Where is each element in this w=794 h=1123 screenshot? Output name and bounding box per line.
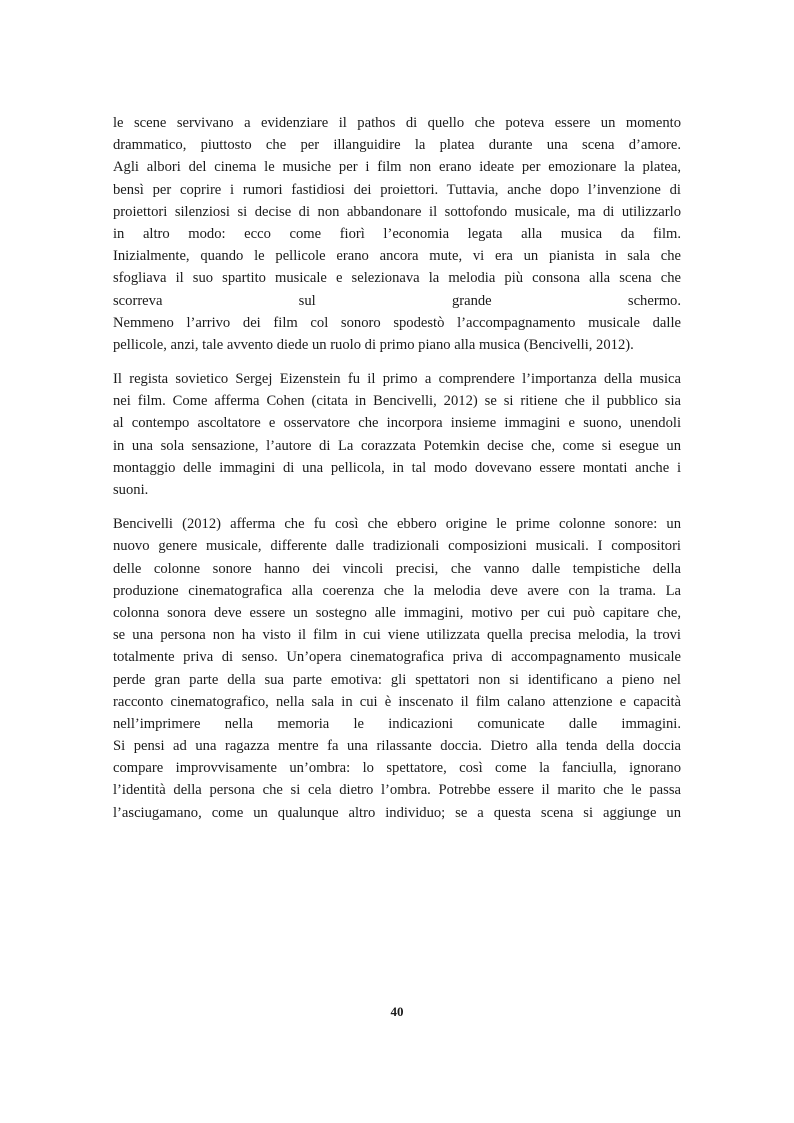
text-line: al contempo ascoltatore e osservatore che incorpora insieme immagini e suono, unendoli [113, 415, 681, 432]
text-line: scorreva sul grande schermo. [113, 292, 681, 309]
text-line: sfogliava il suo spartito musicale e selezionava la melodia più consona alla scena che [113, 270, 681, 287]
page-number: 40 [390, 1004, 404, 1019]
text-line: racconto cinematografico, nella sala in cui è inscenato il film calano attenzione e capacità [113, 693, 681, 710]
paragraph-spacer [113, 356, 681, 368]
paragraph-2 [113, 368, 681, 501]
text-line: in una sola sensazione, l’autore di La corazzata Potemkin decise che, come si esegue un [113, 437, 681, 454]
text-line: proiettori silenziosi si decise di non abbandonare il sottofondo musicale, ma di utilizzarlo [113, 203, 681, 220]
text-line: nuovo genere musicale, differente dalle tradizionali composizioni musicali. I compositori [113, 538, 681, 555]
text-line: suoni. [113, 482, 149, 498]
text-line: perde gran parte della sua parte emotiva: gli spettatori non si identificano a pieno nel [113, 671, 681, 688]
text-line: produzione cinematografica alla coerenza che la melodia deve avere con la trama. La [113, 582, 681, 599]
text-line: le scene servivano a evidenziare il pathos di quello che poteva essere un momento [113, 115, 681, 131]
text-line: bensì per coprire i rumori fastidiosi dei proiettori. Tuttavia, anche dopo l’invenzione di [113, 181, 681, 198]
text-line: colonna sonora deve essere un sostegno alle immagini, motivo per cui può capitare che, [113, 604, 681, 621]
text-line: nei film. Come afferma Cohen (citata in Bencivelli, 2012) se si ritiene che il pubblico sia [113, 393, 681, 410]
text-line: delle colonne sonore hanno dei vincoli precisi, che vanno dalle tempistiche della [113, 560, 681, 577]
text-line: Nemmeno l’arrivo dei film col sonoro spodestò l’accompagnamento musicale dalle [113, 314, 681, 331]
text-line: pellicole, anzi, tale avvento diede un ruolo di primo piano alla musica (Bencivelli, 2012). [113, 336, 634, 353]
text-line: Inizialmente, quando le pellicole erano ancora mute, vi era un pianista in sala che [113, 248, 681, 265]
text-line: l’identità della persona che si cela dietro l’ombra. Potrebbe essere il marito che le passa [113, 782, 681, 799]
text-line: se una persona non ha visto il film in cui viene utilizzata quella precisa melodia, la trovi [113, 627, 681, 644]
text-line: Si pensi ad una ragazza mentre fa una rilassante doccia. Dietro alla tenda della doccia [113, 738, 681, 755]
paragraph-3 [113, 513, 681, 824]
text-line: montaggio delle immagini di una pellicola, in tal modo dovevano essere montati anche i [113, 459, 681, 476]
text-line: Agli albori del cinema le musiche per i film non erano ideate per emozionare la platea, [113, 159, 681, 176]
text-line: nell’imprimere nella memoria le indicazioni comunicate dalle immagini. [113, 715, 681, 732]
text-line: in altro modo: ecco come fiorì l’economia legata alla musica da film. [113, 225, 681, 242]
text-line: Bencivelli (2012) afferma che fu così che ebbero origine le prime colonne sonore: un [113, 516, 681, 533]
text-line: drammatico, piuttosto che per illanguidire la platea durante una scena d’amore. [113, 137, 681, 154]
document-body [113, 112, 681, 824]
text-line: Il regista sovietico Sergej Eizenstein fu il primo a comprendere l’importanza della musica [113, 371, 681, 388]
paragraph-1 [113, 112, 681, 356]
text-line: l’asciugamano, come un qualunque altro individuo; se a questa scena si aggiunge un [113, 804, 681, 821]
text-line: compare improvvisamente un’ombra: lo spettatore, così come la fanciulla, ignorano [113, 760, 681, 777]
text-line: totalmente priva di senso. Un’opera cinematografica priva di accompagnamento musicale [113, 649, 681, 666]
paragraph-spacer [113, 501, 681, 513]
